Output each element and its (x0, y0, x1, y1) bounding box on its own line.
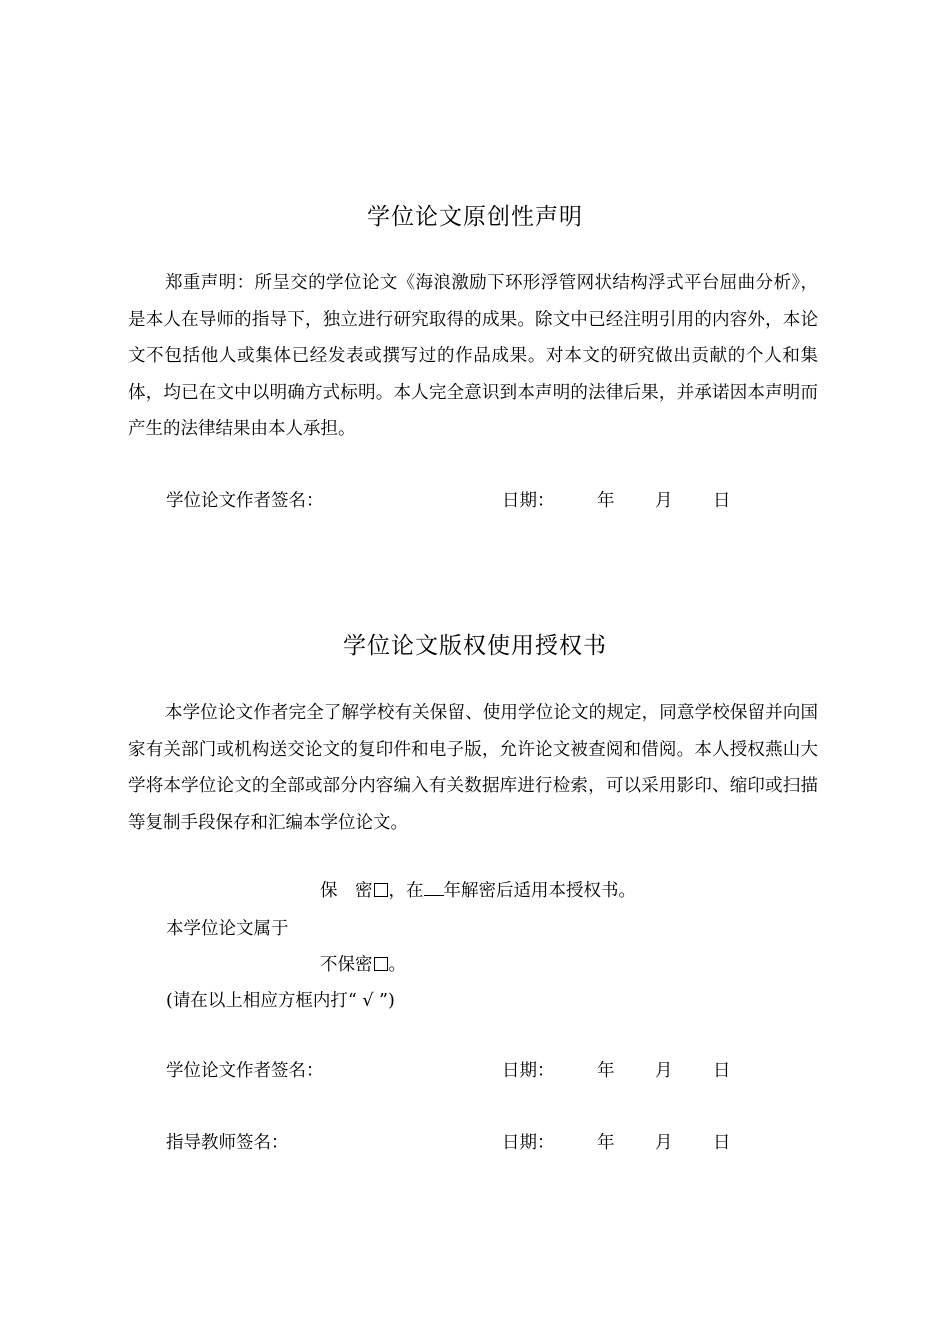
nonsecret-option-label: 不保密 (320, 955, 373, 975)
checkmark-note: (请在以上相应方框内打“ √ ”) (166, 991, 395, 1011)
year-label: 年 (597, 1061, 615, 1081)
date-label: 日期： (502, 1061, 555, 1081)
belongs-label: 本学位论文属于 (166, 919, 289, 939)
years-blank[interactable] (424, 881, 444, 896)
advisor-signature-row (0, 1129, 950, 1153)
secret-checkbox[interactable] (374, 883, 388, 897)
month-label: 月 (655, 1133, 673, 1153)
nonsecret-option-line (320, 951, 406, 976)
declaration-signature-row (0, 487, 950, 511)
date-label: 日期： (502, 1133, 555, 1153)
author-signature-label: 学位论文作者签名： (166, 1061, 324, 1081)
secret-option-connector: ，在 (388, 881, 424, 901)
day-label: 日 (713, 1133, 731, 1153)
secret-option-line (320, 877, 636, 902)
author-signature-label: 学位论文作者签名： (166, 491, 324, 511)
author-signature-row (0, 1057, 950, 1081)
month-label: 月 (655, 491, 673, 511)
month-label: 月 (655, 1061, 673, 1081)
secret-option-label: 保 密 (320, 881, 373, 901)
advisor-signature-label: 指导教师签名： (166, 1133, 289, 1153)
day-label: 日 (713, 491, 731, 511)
authorization-title: 学位论文版权使用授权书 (343, 633, 607, 659)
nonsecret-checkbox[interactable] (374, 957, 388, 971)
declaration-body: 郑重声明：所呈交的学位论文《海浪激励下环形浮管网状结构浮式平台屈曲分析》，是本人在导师的指导下，独立进行研究取得的成果。除文中已经注明引用的内容外，本论文不包括他人或集体已经发表或撰写过的作品成果。对本文的研究做出贡献的个人和集体，均已在文中以明确方式标明。本人完全意识到本声明的法律后果，并承诺因本声明而产生的法律结果由本人承担。 (128, 273, 818, 439)
year-label: 年 (597, 1133, 615, 1153)
day-label: 日 (713, 1061, 731, 1081)
year-label: 年 (597, 491, 615, 511)
nonsecret-option-suffix: 。 (388, 955, 406, 975)
secret-option-suffix: 年解密后适用本授权书。 (443, 881, 636, 901)
declaration-title: 学位论文原创性声明 (367, 204, 583, 230)
date-label: 日期： (502, 491, 555, 511)
authorization-body: 本学位论文作者完全了解学校有关保留、使用学位论文的规定，同意学校保留并向国家有关部门或机构送交论文的复印件和电子版，允许论文被查阅和借阅。本人授权燕山大学将本学位论文的全部或部分内容编入有关数据库进行检索，可以采用影印、缩印或扫描等复制手段保存和汇编本学位论文。 (128, 703, 818, 833)
